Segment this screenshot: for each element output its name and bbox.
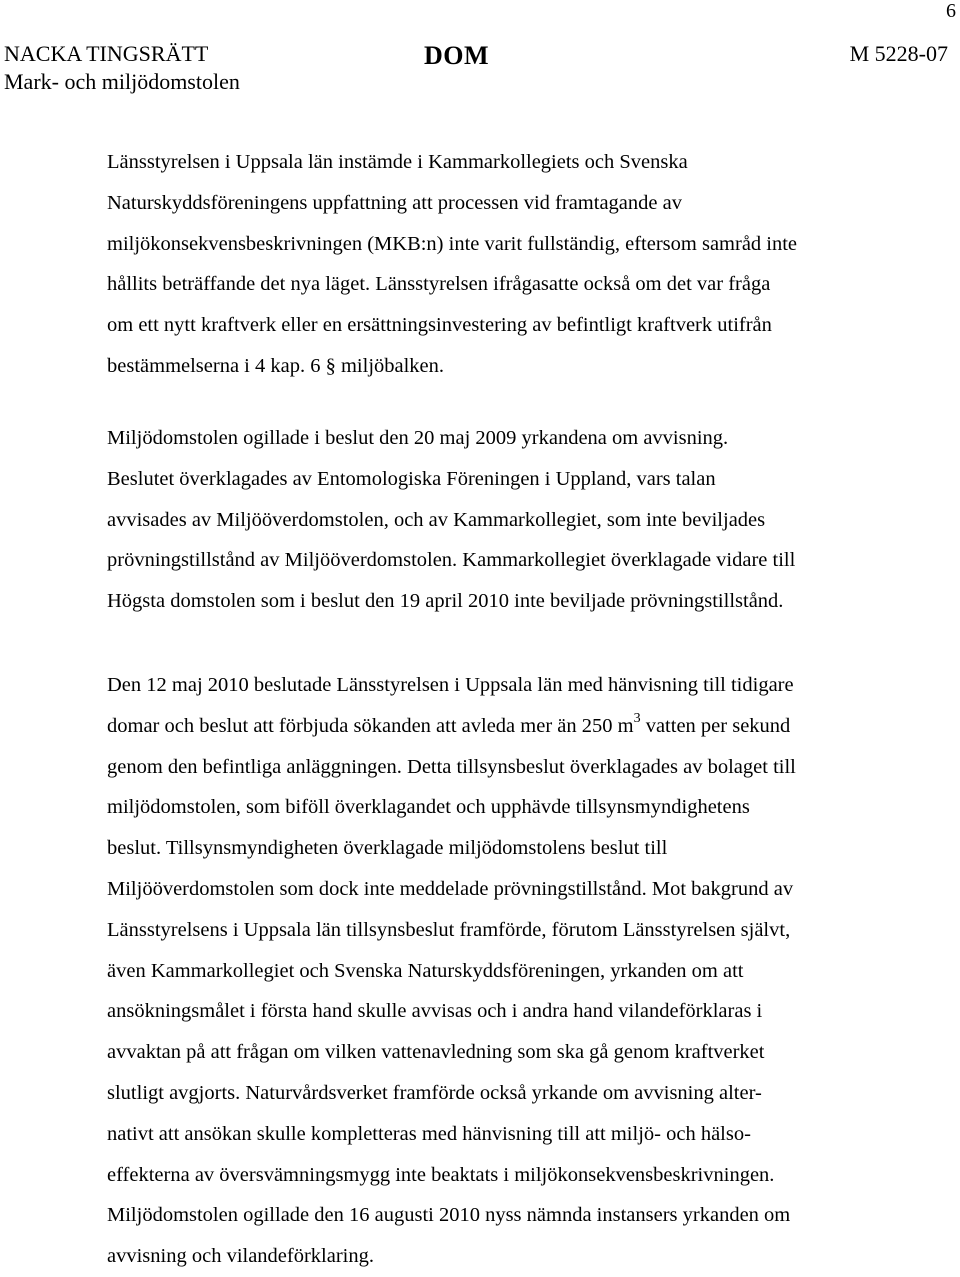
text-line: beslut. Tillsynsmyndigheten överklagade miljödomstolens beslut till [107,837,668,860]
text-line: effekterna av översvämningsmygg inte beaktats i miljökonsekvensbeskrivningen. [107,1163,775,1186]
text-segment: domar och beslut att förbjuda sökanden att avleda mer än 250 m [107,714,634,737]
superscript-3: 3 [633,710,641,726]
text-line: miljödomstolen, som biföll överklagandet och upphävde tillsynsmyndighetens [107,796,750,819]
text-line: genom den befintliga anläggningen. Detta tillsynsbeslut överklagades av bolaget till [107,755,796,778]
text-line: Miljödomstolen ogillade den 16 augusti 2010 nyss nämnda instansers yrkanden om [107,1204,791,1227]
text-line: Högsta domstolen som i beslut den 19 april 2010 inte beviljade prövningstillstånd. [107,590,784,613]
paragraph-2 [107,418,947,622]
text-line: Naturskyddsföreningens uppfattning att processen vid framtagande av [107,191,682,214]
text-line: Miljööverdomstolen som dock inte meddelade prövningstillstånd. Mot bakgrund av [107,877,794,900]
court-department: Mark- och miljödomstolen [4,69,240,94]
paragraph-1 [107,142,947,387]
page-number: 6 [946,0,956,22]
text-line: om ett nytt kraftverk eller en ersättningsinvestering av befintligt kraftverk utifrån [107,314,772,337]
case-number: M 5228-07 [849,41,948,66]
text-line: Miljödomstolen ogillade i beslut den 20 maj 2009 yrkandena om avvisning. [107,427,729,449]
text-line: Länsstyrelsens i Uppsala län tillsynsbeslut framförde, förutom Länsstyrelsen självt, [107,918,791,941]
text-line: avvisning och vilandeförklaring. [107,1245,375,1268]
text-line: slutligt avgjorts. Naturvårdsverket framförde också yrkande om avvisning alter- [107,1081,762,1104]
text-line: ansökningsmålet i första hand skulle avvisas och i andra hand vilandeförklaras i [107,1000,763,1023]
text-line: Den 12 maj 2010 beslutade Länsstyrelsen i Uppsala län med hänvisning till tidigare [107,674,794,696]
text-line: avvisades av Miljööverdomstolen, och av Kammarkollegiet, som inte beviljades [107,508,766,531]
text-line: Beslutet överklagades av Entomologiska Föreningen i Uppland, vars talan [107,467,716,490]
court-name: NACKA TINGSRÄTT [4,41,209,66]
paragraph-3 [107,665,947,1277]
text-line: även Kammarkollegiet och Svenska Naturskyddsföreningen, yrkanden om att [107,959,744,982]
document-type: DOM [424,41,490,70]
text-line: miljökonsekvensbeskrivningen (MKB:n) inte varit fullständig, eftersom samråd inte [107,232,798,255]
text-line-with-superscript [107,706,947,747]
text-line: Länsstyrelsen i Uppsala län instämde i Kammarkollegiets och Svenska [107,151,688,173]
header-left [4,40,240,96]
text-line: nativt att ansökan skulle kompletteras med hänvisning till att miljö- och hälso- [107,1122,751,1145]
text-line: hållits beträffande det nya läget. Länsstyrelsen ifrågasatte också om det var fråga [107,273,771,296]
text-line: avvaktan på att frågan om vilken vattenavledning som ska gå genom kraftverket [107,1041,765,1064]
text-segment: vatten per sekund [640,714,791,737]
text-line: bestämmelserna i 4 kap. 6 § miljöbalken. [107,354,445,377]
text-line: prövningstillstånd av Miljööverdomstolen. Kammarkollegiet överklagade vidare till [107,549,796,572]
